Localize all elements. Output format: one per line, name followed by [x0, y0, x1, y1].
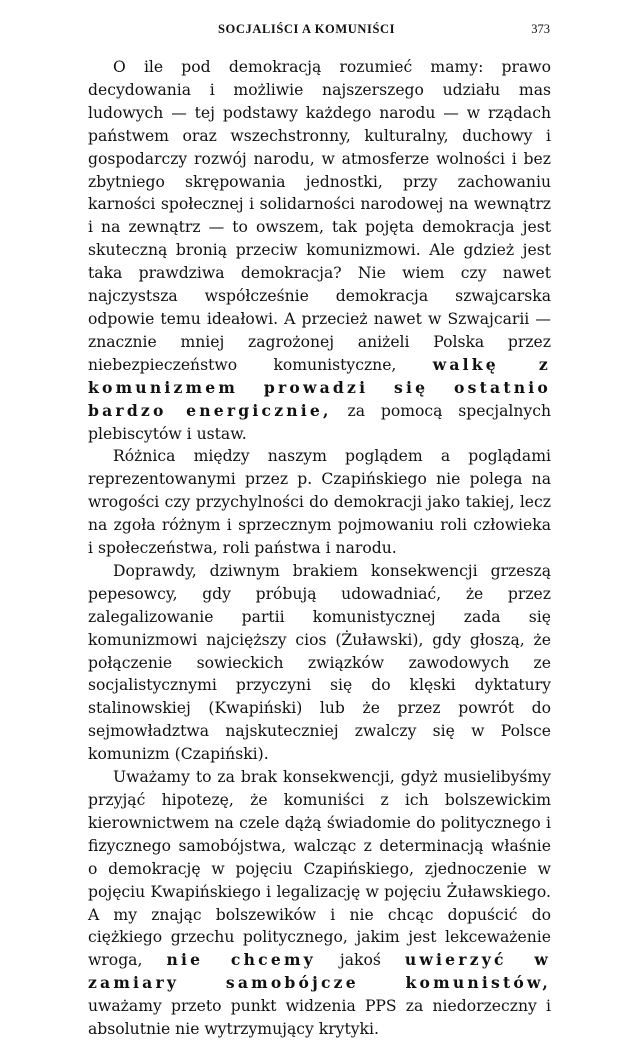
paragraph-1-text-end: za pomocą specjalnych plebiscytów i ustaw. — [88, 401, 552, 443]
page-number: 373 — [531, 22, 550, 36]
paragraph-3: Doprawdy, dziwnym brakiem konsekwencji grzeszą pepesowcy, gdy próbują udowadniać, że przez zalegalizowanie partii komunistycznej zada się komunizmowi najcięższy cios (Żuławski), gdy głoszą, że połączenie sowieckich związków zawodowych ze socjalistycznymi przyczyni się do klęski dyktatury stalinowskiej (Kwapiński) lub że przez powrót do sejmowładztwa najskuteczniej zwalczy się w Polsce komunizm (Czapiński). — [88, 561, 551, 764]
paragraph-1 — [88, 56, 551, 445]
running-head — [88, 22, 550, 42]
paragraph-1-text: O ile pod demokracją rozumieć mamy: prawo decydowania i możliwie najszerszego udziału mas ludowych — tej podstawy każdego narodu — w rządach państwem oraz wszechstronny, kulturalny, duchowy i gospodarczy rozwój narodu, w atmosferze wolności i bez zbytniego skrępowania jednostki, przy zachowaniu karności społecznej i solidarności narodowej na wewnątrz i na zewnątrz — to owszem, tak pojęta demokracja jest skuteczną bronią przeciw komunizmowi. Ale gdzież jest taka prawdziwa demokracja? Nie wiem czy nawet najczystsza współcześnie demokracja szwajcarska odpowie temu ideałowi. A przecież nawet w Szwajcarii — znacznie mniej zagrożonej aniżeli Polska przez niebezpieczeństwo komunistyczne, — [88, 58, 551, 374]
paragraph-2: Różnica między naszym poglądem a poglądami reprezentowanymi przez p. Czapińskiego nie polega na wrogości czy przychylności do demokracji jako takiej, lecz na zgoła różnym i sprzecznym pojmowaniu roli człowieka i społeczeństwa, roli państwa i narodu. — [88, 447, 551, 558]
paragraph-1-emphasis: walkę z komunizmem prowadzi się ostatnio bardzo energicznie, — [88, 354, 551, 420]
paragraph-4-text: Uważamy to za brak konsekwencji, gdyż musielibyśmy przyjąć hipotezę, że komuniści z ich bolszewickim kierownictwem na czele dążą świadomie do politycznego i fizycznego samobójstwa, walcząc z determinacją właśnie o demokrację w pojęciu Czapińskiego, zjednoczenie w pojęciu Kwapińskiego i legalizację w pojęciu Żuławskiego. A my znając bolszewików i nie chcąc dopuścić do ciężkiego grzechu politycznego, jakim jest lekceważenie wroga, — [88, 768, 551, 970]
running-title: SOCJALIŚCI A KOMUNIŚCI — [218, 22, 396, 36]
paragraph-4-text-middle: jakoś — [315, 951, 405, 970]
paragraph-4-emphasis-2: uwierzyć w zamiary samobójcze komunistów, — [88, 950, 552, 993]
paragraph-4-text-end: uważamy przeto punkt widzenia PPS za niedorzeczny i absolutnie nie wytrzymujący krytyki. — [88, 997, 551, 1039]
paragraph-4-emphasis: nie chcemy — [166, 950, 316, 970]
paragraph-4 — [88, 766, 551, 1041]
body-text — [88, 56, 551, 1041]
